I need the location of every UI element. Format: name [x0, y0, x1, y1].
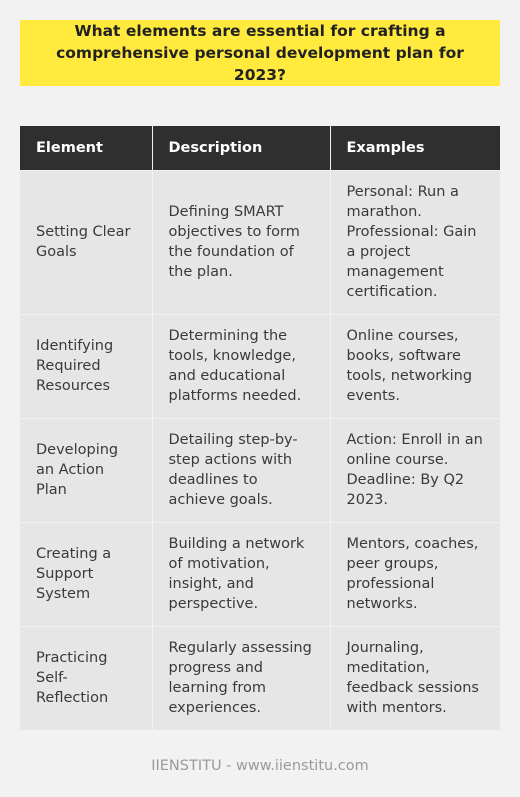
cell-examples: Journaling, meditation, feedback sessions with mentors. [330, 626, 500, 730]
elements-table [20, 126, 500, 730]
cell-examples: Online courses, books, software tools, networking events. [330, 314, 500, 418]
cell-examples: Personal: Run a marathon. Professional: Gain a project management certification. [330, 170, 500, 314]
cell-description: Detailing step-by-step actions with deadlines to achieve goals. [152, 418, 330, 522]
cell-element: Creating a Support System [20, 522, 152, 626]
table-row [20, 626, 500, 730]
table-row [20, 170, 500, 314]
cell-description: Defining SMART objectives to form the foundation of the plan. [152, 170, 330, 314]
cell-description: Determining the tools, knowledge, and educational platforms needed. [152, 314, 330, 418]
table-row [20, 314, 500, 418]
cell-description: Building a network of motivation, insight, and perspective. [152, 522, 330, 626]
footer-credit: IIENSTITU - www.iienstitu.com [151, 758, 369, 774]
cell-examples: Mentors, coaches, peer groups, professional networks. [330, 522, 500, 626]
cell-description: Regularly assessing progress and learning from experiences. [152, 626, 330, 730]
header-examples: Examples [330, 126, 500, 170]
cell-element: Practicing Self-Reflection [20, 626, 152, 730]
cell-element: Identifying Required Resources [20, 314, 152, 418]
cell-element: Setting Clear Goals [20, 170, 152, 314]
page-title: What elements are essential for crafting a comprehensive personal development plan for 2023? [56, 22, 464, 84]
header-element: Element [20, 126, 152, 170]
table-row [20, 522, 500, 626]
table-header-row [20, 126, 500, 170]
table-row [20, 418, 500, 522]
header-description: Description [152, 126, 330, 170]
cell-examples: Action: Enroll in an online course. Deadline: By Q2 2023. [330, 418, 500, 522]
title-banner [20, 20, 500, 86]
cell-element: Developing an Action Plan [20, 418, 152, 522]
